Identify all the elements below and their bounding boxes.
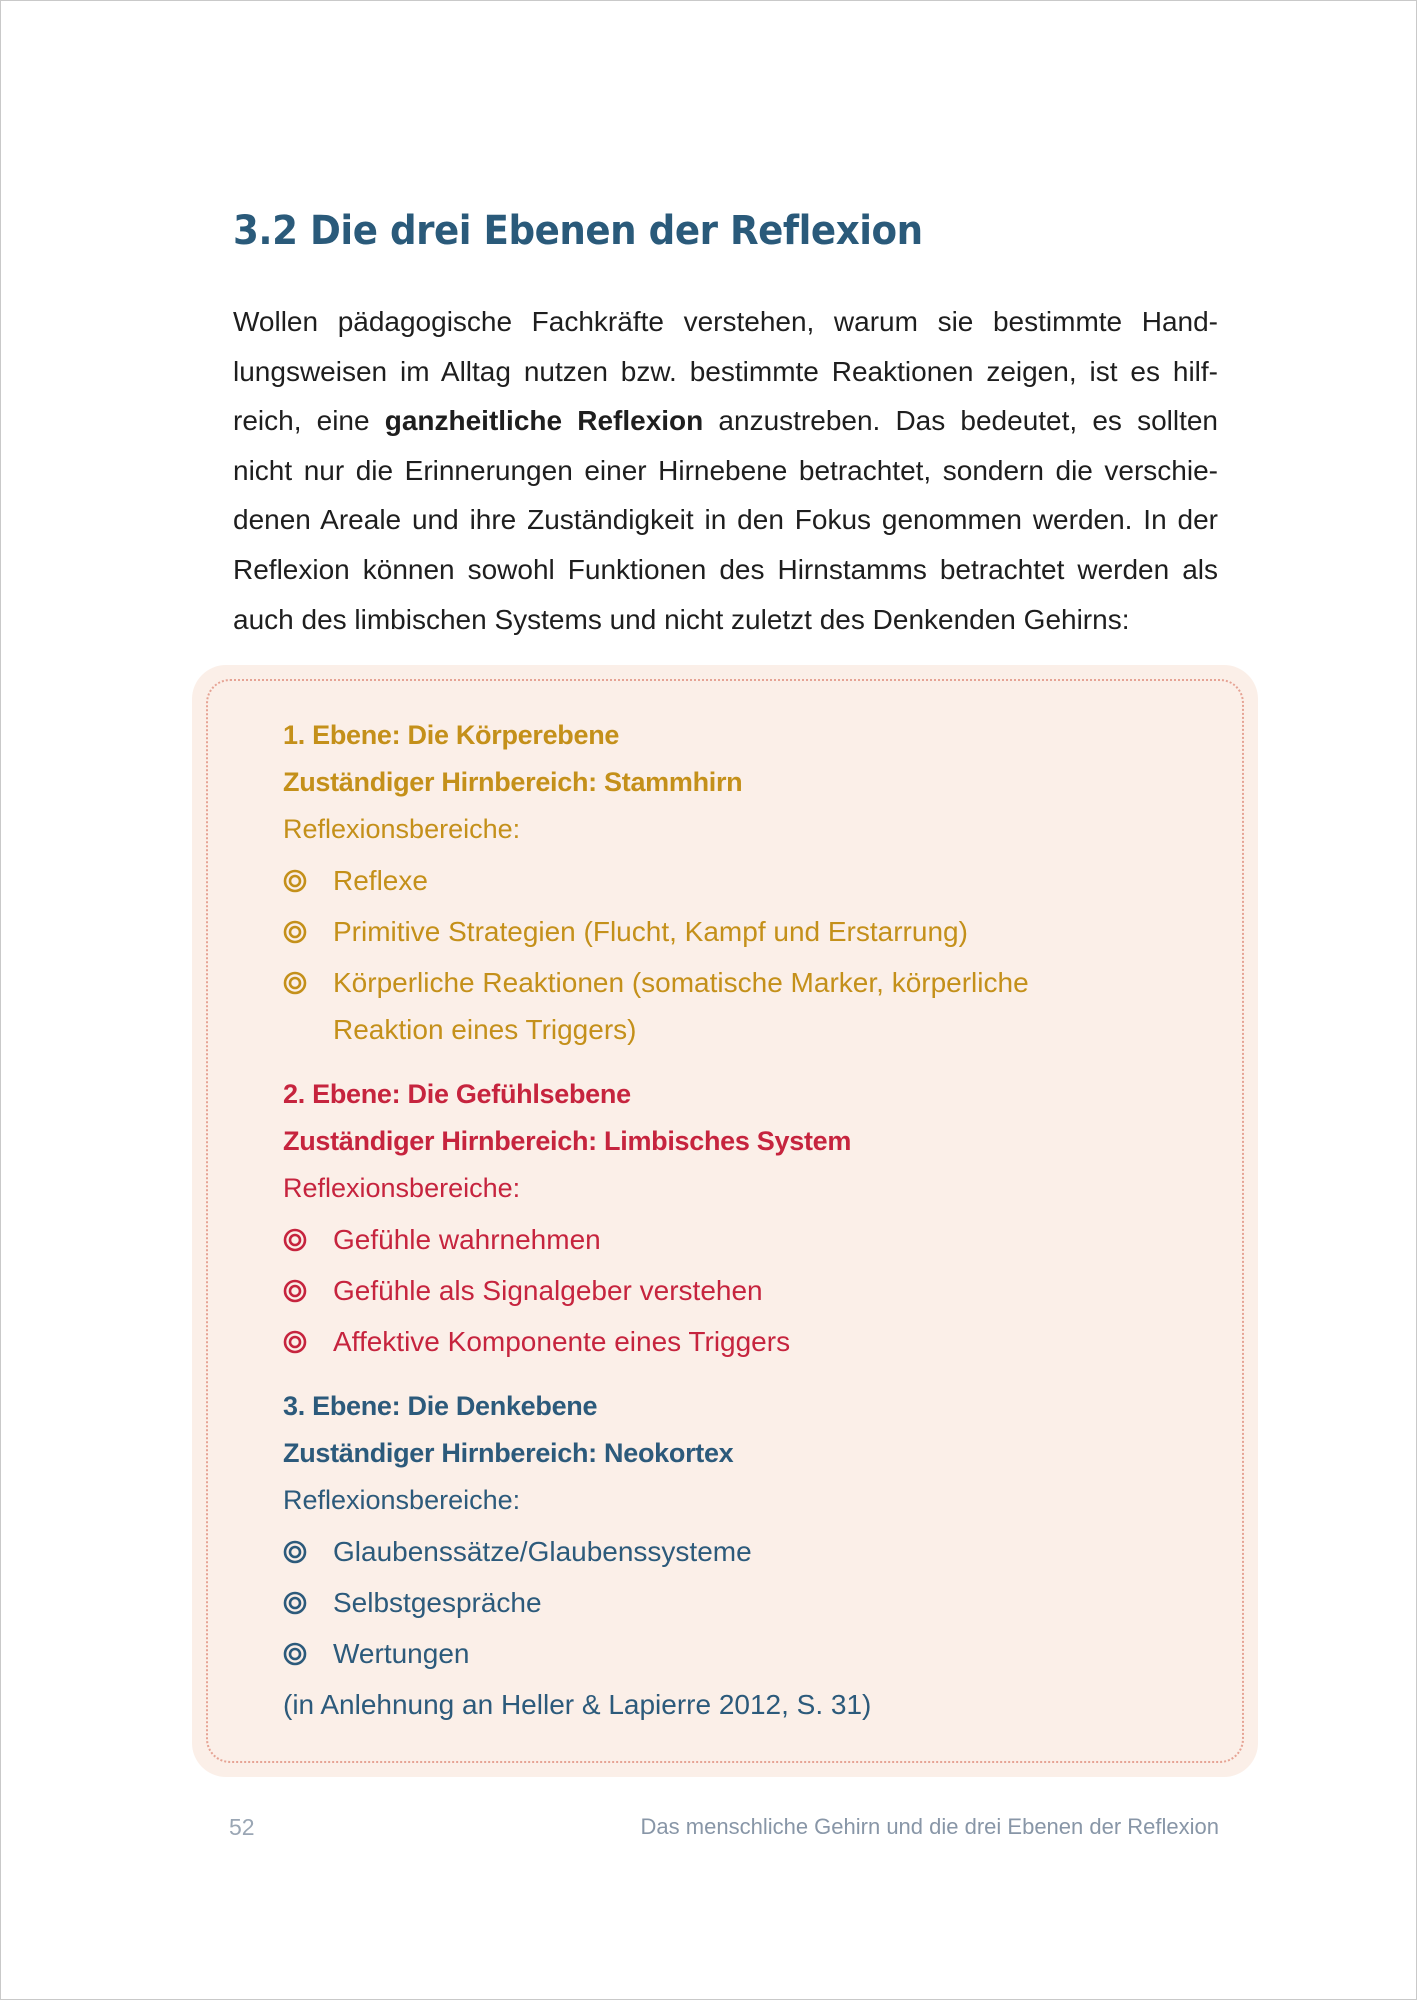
list-item-text: Primitive Strategien (Flucht, Kampf und Erstarrung)	[333, 916, 968, 947]
intro-line: nicht nur die Erinnerungen einer Hirnebene betrachtet, sondern die verschie-	[233, 454, 1218, 486]
intro-emphasis: ganzheitliche Reflexion	[384, 405, 704, 437]
concentric-circle-bullet-icon	[283, 1330, 307, 1354]
list-item	[283, 1267, 1183, 1314]
list-item	[283, 908, 1183, 955]
concentric-circle-bullet-icon	[283, 869, 307, 893]
concentric-circle-bullet-icon	[283, 920, 307, 944]
list-item	[283, 1630, 1183, 1677]
concentric-circle-bullet-icon	[283, 1228, 307, 1252]
section-heading: 3.2 Die drei Ebenen der Reflexion	[233, 208, 923, 254]
intro-text: reich, eine	[233, 405, 385, 437]
level-3-list	[283, 1528, 1183, 1677]
list-item-text: Glaubenssätze/Glaubenssysteme	[333, 1536, 752, 1567]
level-3-subheading: Reflexionsbereiche:	[283, 1485, 521, 1515]
level-2-list	[283, 1216, 1183, 1365]
concentric-circle-bullet-icon	[283, 1591, 307, 1615]
level-2-area: Zuständiger Hirnbereich: Limbisches System	[283, 1126, 852, 1156]
citation: (in Anlehnung an Heller & Lapierre 2012, S. 31)	[283, 1689, 872, 1720]
list-item	[283, 1318, 1183, 1365]
level-2-title: 2. Ebene: Die Gefühlsebene	[283, 1079, 631, 1109]
level-1-list	[283, 857, 1183, 1053]
concentric-circle-bullet-icon	[283, 1642, 307, 1666]
level-1-title: 1. Ebene: Die Körperebene	[283, 720, 620, 750]
list-item-text: Gefühle wahrnehmen	[333, 1224, 601, 1255]
intro-text: anzustreben. Das bedeutet, es sollten	[703, 405, 1218, 437]
list-item-text: Affektive Komponente eines Triggers	[333, 1326, 791, 1357]
reflection-levels-content	[283, 712, 1183, 1732]
concentric-circle-bullet-icon	[283, 1540, 307, 1564]
list-item	[283, 1579, 1183, 1626]
list-item-text: Körperliche Reaktionen (somatische Marker, körperliche Reaktion eines Triggers)	[333, 967, 1029, 1045]
intro-line: lungsweisen im Alltag nutzen bzw. bestimmte Reaktionen zeigen, ist es hilf-	[233, 355, 1218, 387]
intro-paragraph	[233, 297, 1218, 644]
level-1-area: Zuständiger Hirnbereich: Stammhirn	[283, 767, 743, 797]
level-3-title: 3. Ebene: Die Denkebene	[283, 1391, 598, 1421]
list-item	[283, 857, 1183, 904]
list-item-text: Gefühle als Signalgeber verstehen	[333, 1275, 763, 1306]
intro-line: Reflexion können sowohl Funktionen des Hirnstamms betrachtet werden als	[233, 553, 1218, 585]
list-item-text: Wertungen	[333, 1638, 470, 1669]
level-3	[283, 1383, 1183, 1728]
intro-line	[233, 396, 1218, 446]
list-item	[283, 1528, 1183, 1575]
list-item	[283, 959, 1123, 1053]
running-title: Das menschliche Gehirn und die drei Ebenen der Reflexion	[640, 1814, 1219, 1839]
intro-line: auch des limbischen Systems und nicht zuletzt des Denkenden Gehirns:	[233, 603, 1130, 635]
concentric-circle-bullet-icon	[283, 971, 307, 995]
level-3-area: Zuständiger Hirnbereich: Neokortex	[283, 1438, 734, 1468]
intro-line: Wollen pädagogische Fachkräfte verstehen, warum sie bestimmte Hand-	[233, 306, 1218, 337]
level-1-subheading: Reflexionsbereiche:	[283, 814, 521, 844]
list-item-text: Selbstgespräche	[333, 1587, 542, 1618]
level-2-subheading: Reflexionsbereiche:	[283, 1173, 521, 1203]
level-2	[283, 1071, 1183, 1365]
intro-line: denen Areale und ihre Zuständigkeit in den Fokus genommen werden. In der	[233, 504, 1218, 536]
list-item	[283, 1216, 1183, 1263]
concentric-circle-bullet-icon	[283, 1279, 307, 1303]
list-item-text: Reflexe	[333, 865, 428, 896]
level-1	[283, 712, 1183, 1053]
page-number: 52	[229, 1814, 255, 1840]
